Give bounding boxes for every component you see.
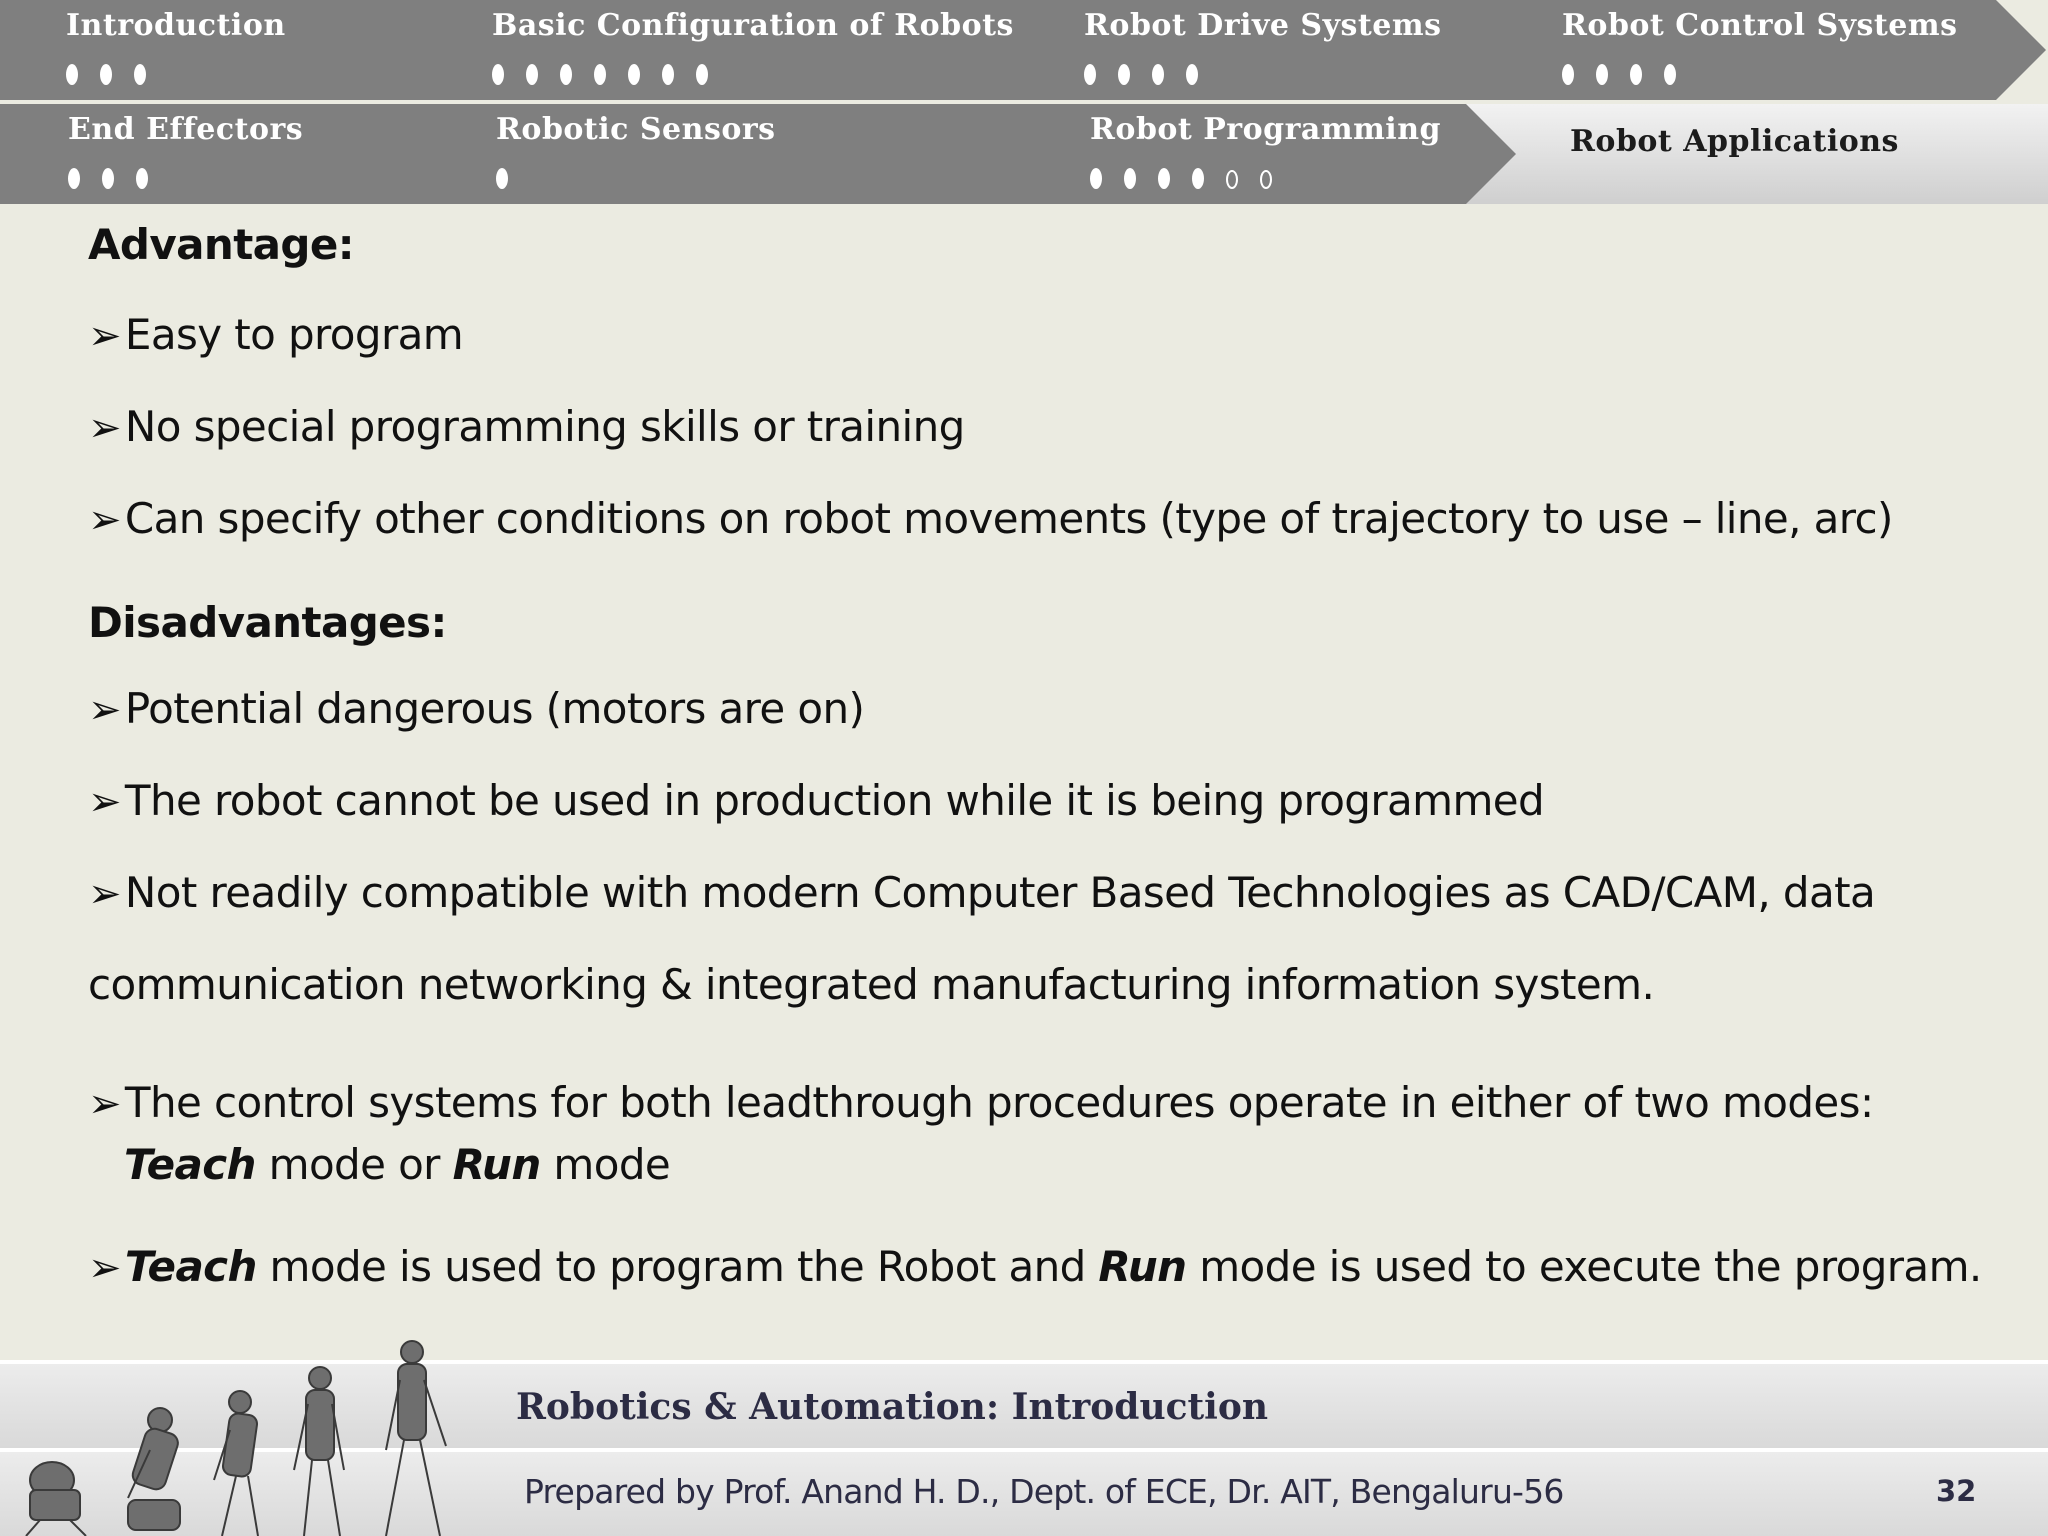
arrow-bullet-icon: ➢ xyxy=(88,497,121,543)
advantage-text: Can specify other conditions on robot movements (type of trajectory to use – line, arc) xyxy=(124,494,1893,543)
progress-dot-filled xyxy=(1090,168,1102,189)
progress-dot-filled xyxy=(66,64,78,85)
modes-note xyxy=(88,1078,1874,1127)
nav-item-label: End Effectors xyxy=(68,112,304,147)
progress-dot-filled xyxy=(526,64,538,85)
progress-dot-empty xyxy=(1260,170,1272,189)
nav-item-label: Robot Control Systems xyxy=(1562,8,1958,43)
nav-item-label: Robotic Sensors xyxy=(496,112,776,147)
progress-dot-filled xyxy=(1124,168,1136,189)
disadvantage-text: Potential dangerous (motors are on) xyxy=(124,684,865,733)
disadvantage-text: Not readily compatible with modern Computer Based Technologies as CAD/CAM, data xyxy=(124,868,1876,917)
progress-dot-filled xyxy=(628,64,640,85)
disadvantage-item xyxy=(88,684,864,733)
advantage-heading: Advantage: xyxy=(88,220,354,269)
robot-figure-2 xyxy=(128,1408,180,1530)
progress-dot-filled xyxy=(1158,168,1170,189)
progress-dot-filled xyxy=(696,64,708,85)
final-note xyxy=(88,1242,1982,1291)
arrow-bullet-icon: ➢ xyxy=(88,313,121,359)
progress-dot-filled xyxy=(1186,64,1198,85)
progress-dot-filled xyxy=(1192,168,1204,189)
progress-dot-filled xyxy=(68,168,80,189)
teach-term: Teach xyxy=(124,1140,256,1189)
robot-figure-5 xyxy=(386,1341,446,1536)
advantage-item xyxy=(88,310,463,359)
robot-figure-3 xyxy=(214,1391,258,1536)
disadvantage-text: The robot cannot be used in production while it is being programmed xyxy=(124,776,1545,825)
arrow-bullet-icon: ➢ xyxy=(88,1245,121,1291)
robot-evolution-illustration xyxy=(0,1330,470,1536)
footer-credit: Prepared by Prof. Anand H. D., Dept. of ECE, Dr. AIT, Bengaluru-56 xyxy=(524,1472,1564,1511)
progress-dot-filled xyxy=(1152,64,1164,85)
progress-dot-filled xyxy=(136,168,148,189)
arrow-bullet-icon: ➢ xyxy=(88,779,121,825)
nav-item-label: Robot Drive Systems xyxy=(1084,8,1442,43)
progress-dot-filled xyxy=(100,64,112,85)
arrow-bullet-icon: ➢ xyxy=(88,687,121,733)
progress-dot-filled xyxy=(134,64,146,85)
advantage-text: No special programming skills or training xyxy=(124,402,965,451)
progress-dot-filled xyxy=(1118,64,1130,85)
modes-note-mid: mode or xyxy=(255,1140,453,1189)
progress-dot-filled xyxy=(1084,64,1096,85)
run-term: Run xyxy=(1098,1242,1187,1291)
progress-dot-empty xyxy=(1226,170,1238,189)
disadvantage-continuation: communication networking & integrated manufacturing information system. xyxy=(88,960,1655,1009)
footer-title: Robotics & Automation: Introduction xyxy=(516,1386,1269,1428)
advantage-item xyxy=(88,402,965,451)
teach-term: Teach xyxy=(124,1242,257,1291)
final-note-part2: mode is used to execute the program. xyxy=(1186,1242,1982,1291)
progress-dot-filled xyxy=(1596,64,1608,85)
modes-note-end: mode xyxy=(540,1140,671,1189)
progress-dot-filled xyxy=(662,64,674,85)
disadvantage-item xyxy=(88,868,1875,917)
disadvantage-item xyxy=(88,776,1544,825)
nav-item-label-active: Robot Applications xyxy=(1570,124,1899,159)
progress-dot-filled xyxy=(492,64,504,85)
progress-dot-filled xyxy=(560,64,572,85)
run-term: Run xyxy=(452,1140,541,1189)
modes-note-text: The control systems for both leadthrough procedures operate in either of two modes: xyxy=(124,1078,1874,1127)
progress-dot-filled xyxy=(1664,64,1676,85)
nav-item-label: Basic Configuration of Robots xyxy=(492,8,1014,43)
advantage-item xyxy=(88,494,1893,543)
section-nav-row-1 xyxy=(0,0,2048,100)
modes-note-continuation xyxy=(124,1140,670,1189)
robot-figure-4 xyxy=(294,1367,344,1536)
nav-item-label: Robot Programming xyxy=(1090,112,1441,147)
progress-dot-filled xyxy=(102,168,114,189)
progress-dot-filled xyxy=(496,168,508,189)
arrow-bullet-icon: ➢ xyxy=(88,405,121,451)
final-note-part1: mode is used to program the Robot and xyxy=(256,1242,1099,1291)
progress-dot-filled xyxy=(1630,64,1642,85)
progress-dot-filled xyxy=(1562,64,1574,85)
section-nav-row-2 xyxy=(0,104,2048,204)
robot-figure-1 xyxy=(26,1462,86,1536)
arrow-bullet-icon: ➢ xyxy=(88,871,121,917)
nav-item-label: Introduction xyxy=(66,8,286,43)
progress-dot-filled xyxy=(594,64,606,85)
advantage-text: Easy to program xyxy=(124,310,464,359)
arrow-bullet-icon: ➢ xyxy=(88,1081,121,1127)
page-number: 32 xyxy=(1936,1474,1977,1508)
disadvantage-heading: Disadvantages: xyxy=(88,598,447,647)
